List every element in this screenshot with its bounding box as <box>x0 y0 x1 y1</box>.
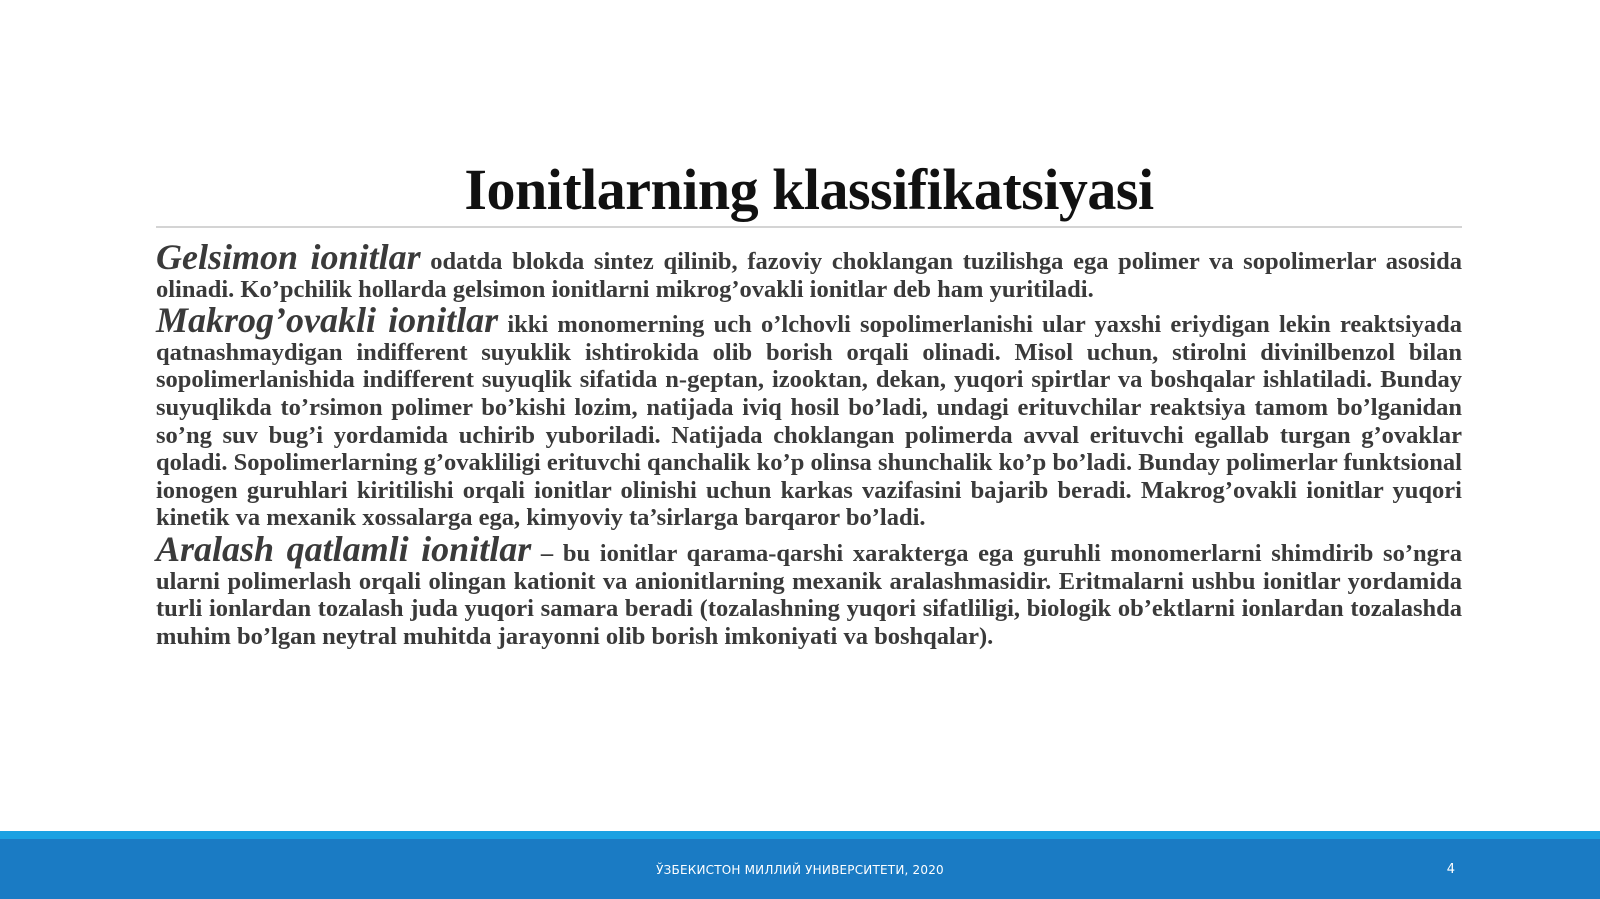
paragraph-makrogovakli <box>156 300 1462 532</box>
paragraph-text: – bu ionitlar qarama-qarshi xarakterga ega guruhli monomerlarni shimdirib so’ngra ularni polimerlash orqali olingan kationit va anionitlarning mexanik aralashmasidir. Eritmalarni ushbu ionitlar yordamida turli ionlardan tozalash juda yuqori samara beradi (tozalashning yuqori sifatliligi, biologik ob’ektlarni ionlardan tozalashda muhim bo’lgan neytral muhitda jarayonni olib borish imkoniyati va boshqalar). <box>156 539 1463 650</box>
title-divider <box>156 226 1462 228</box>
paragraph-lead: Makrog’ovakli ionitlar <box>156 300 499 341</box>
slide-title: Ionitlarning klassifikatsiyasi <box>464 157 1154 222</box>
paragraph-text: odatda blokda sintez qilinib, fazoviy choklangan tuzilishga ega polimer va sopolimerlar asosida olinadi. Ko’pchilik hollarda gelsimon ionitlarni mikrog’ovakli ionitlar deb ham yuritiladi. <box>156 248 1462 303</box>
footer-bar <box>0 839 1600 899</box>
paragraph-text: ikki monomerning uch o’lchovli sopolimerlanishi ular yaxshi eriydigan lekin reaktsiyada qatnashmaydigan indifferent suyuklik ishtirokida olib borish orqali olinadi. Misol uchun, stirolni divinilbenzol bilan sopolimerlanishida indifferent suyuqlik sifatida n-geptan, izooktan, dekan, yuqori spirtlar va boshqalar ishlatiladi. Bunday suyuqlikda to’rsimon polimer bo’kishi lozim, natijada iviq hosil bo’ladi, undagi erituvchilar reaktsiya tamom bo’lganidan so’ng suv bug’i yordamida uchirib yuboriladi. Natijada choklangan polimerda avval erituvchi egallab turgan g’ovaklar qoladi. Sopolimerlarning g’ovakliligi erituvchi qanchalik ko’p olinsa shunchalik ko’p bo’ladi. Bunday polimerlar funktsional ionogen guruhlari kiritilishi orqali ionitlar olinishi uchun karkas vazifasini bajarib beradi. Makrog’ovakli ionitlar yuqori kinetik va mexanik xossalarga ega, kimyoviy ta’sirlarga barqaror bo’ladi. <box>156 311 1462 532</box>
page-number: 4 <box>1446 862 1455 877</box>
paragraph-gelsimon <box>156 237 1462 303</box>
footer-accent-stripe <box>0 831 1600 839</box>
slide-body <box>156 237 1463 654</box>
paragraph-lead: Aralash qatlamli ionitlar <box>156 528 532 569</box>
footer-university-text: ЎЗБЕКИСТОН МИЛЛИЙ УНИВЕРСИТЕТИ, 2020 <box>656 863 944 877</box>
paragraph-lead: Gelsimon ionitlar <box>156 237 421 277</box>
paragraph-aralash <box>156 528 1463 650</box>
